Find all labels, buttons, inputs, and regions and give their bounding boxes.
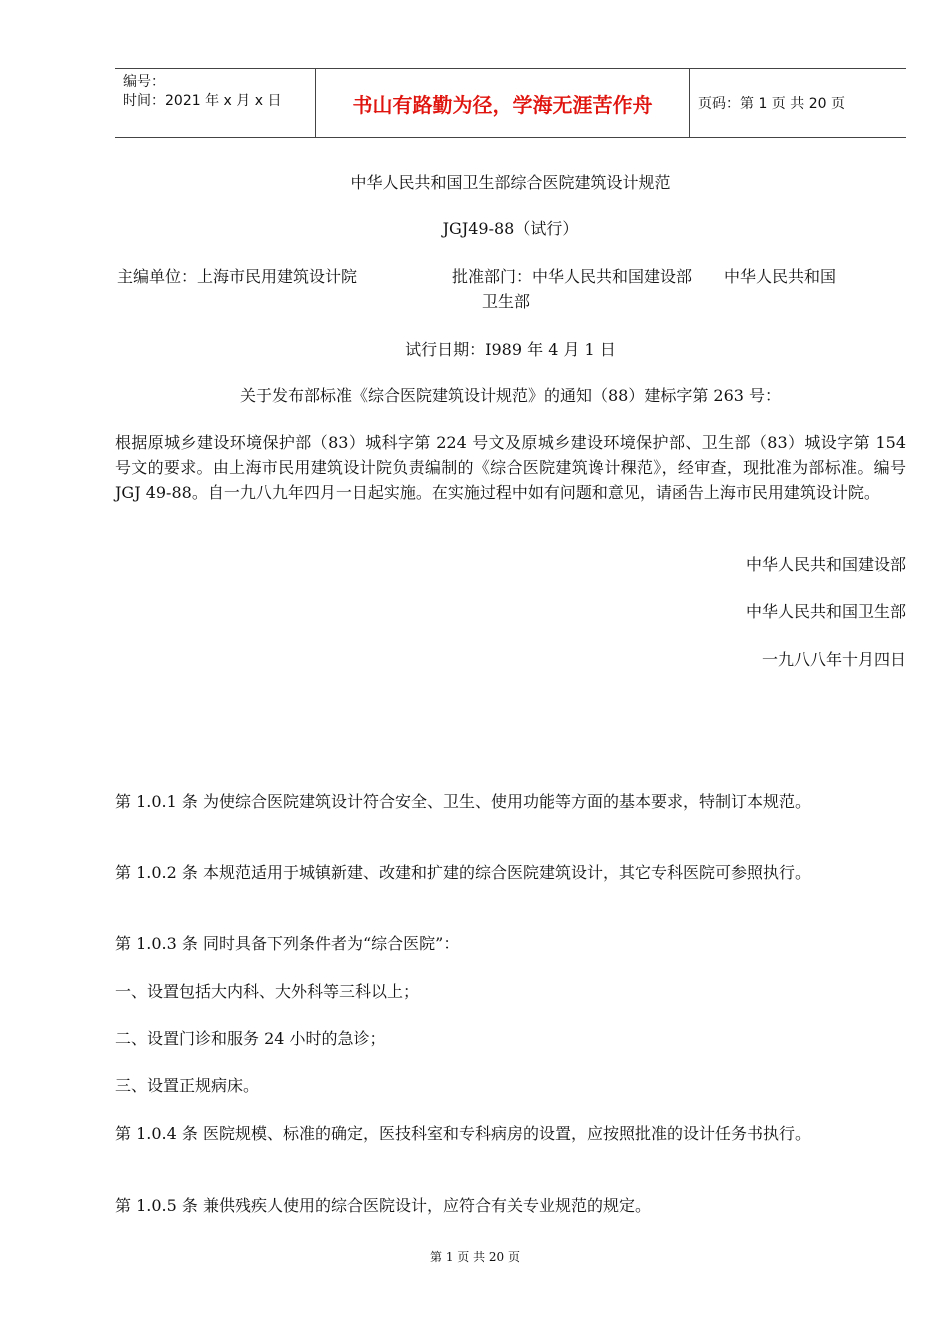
article-1-0-1: 第 1.0.1 条 为使综合医院建筑设计符合安全、卫生、使用功能等方面的基本要求，特制订本规范。 bbox=[115, 792, 811, 811]
list-item-2: 二、设置门诊和服务 24 小时的急诊； bbox=[115, 1029, 386, 1048]
notice-title: 关于发布部标准《综合医院建筑设计规范》的通知（88）建标字第 263 号： bbox=[239, 386, 782, 405]
doc-title: 中华人民共和国卫生部综合医院建筑设计规范 bbox=[350, 173, 671, 192]
doc-code: JGJ49-88（试行） bbox=[442, 219, 579, 238]
list-item-3: 三、设置正规病床。 bbox=[115, 1076, 260, 1095]
page-footer: 第 1 页 共 20 页 bbox=[430, 1250, 520, 1264]
sign-date: 一九八八年十月四日 bbox=[761, 650, 906, 669]
signatory-health: 中华人民共和国卫生部 bbox=[745, 602, 906, 621]
editor-unit: 主编单位：上海市民用建筑设计院 bbox=[117, 267, 358, 286]
article-1-0-4: 第 1.0.4 条 医院规模、标准的确定，医技科室和专科病房的设置，应按照批准的设计任务书执行。 bbox=[115, 1124, 811, 1143]
article-1-0-3: 第 1.0.3 条 同时具备下列条件者为“综合医院”： bbox=[115, 934, 460, 953]
signatory-construction: 中华人民共和国建设部 bbox=[745, 555, 906, 574]
article-1-0-2: 第 1.0.2 条 本规范适用于城镇新建、改建和扩建的综合医院建筑设计，其它专科医院可参照执行。 bbox=[115, 863, 811, 882]
time-label: 时间：2021 年 x 月 x 日 bbox=[123, 93, 282, 109]
notice-body: 根据原城乡建设环境保护部（83）城科字第 224 号文及原城乡建设环境保护部、卫生部（83）城设字第 154 号文的要求。由上海市民用建筑设计院负责编制的《综合医院建筑谗计稞范》，经审查，现批准为部标准。编号 JGJ 49-88。自一九八九年四月一日起实施。在实施过程中如有问题和意见，请函告上海市民用建筑设计院。 bbox=[115, 433, 906, 502]
header-motto: 书山有路勤为径，学海无涯苦作舟 bbox=[316, 69, 690, 137]
approver-line1: 批准部门：中华人民共和国建设部 中华人民共和国 bbox=[452, 267, 837, 286]
header-meta bbox=[115, 69, 316, 137]
header-page-label: 页码：第 1 页 共 20 页 bbox=[698, 96, 845, 112]
number-label: 编号： bbox=[123, 74, 165, 90]
approver-line2: 卫生部 bbox=[482, 292, 531, 311]
article-1-0-5: 第 1.0.5 条 兼供残疾人使用的综合医院设计，应符合有关专业规范的规定。 bbox=[115, 1196, 651, 1215]
page-header bbox=[115, 68, 906, 138]
trial-date: 试行日期：I989 年 4 月 1 日 bbox=[405, 340, 616, 359]
list-item-1: 一、设置包括大内科、大外科等三科以上； bbox=[115, 982, 420, 1001]
